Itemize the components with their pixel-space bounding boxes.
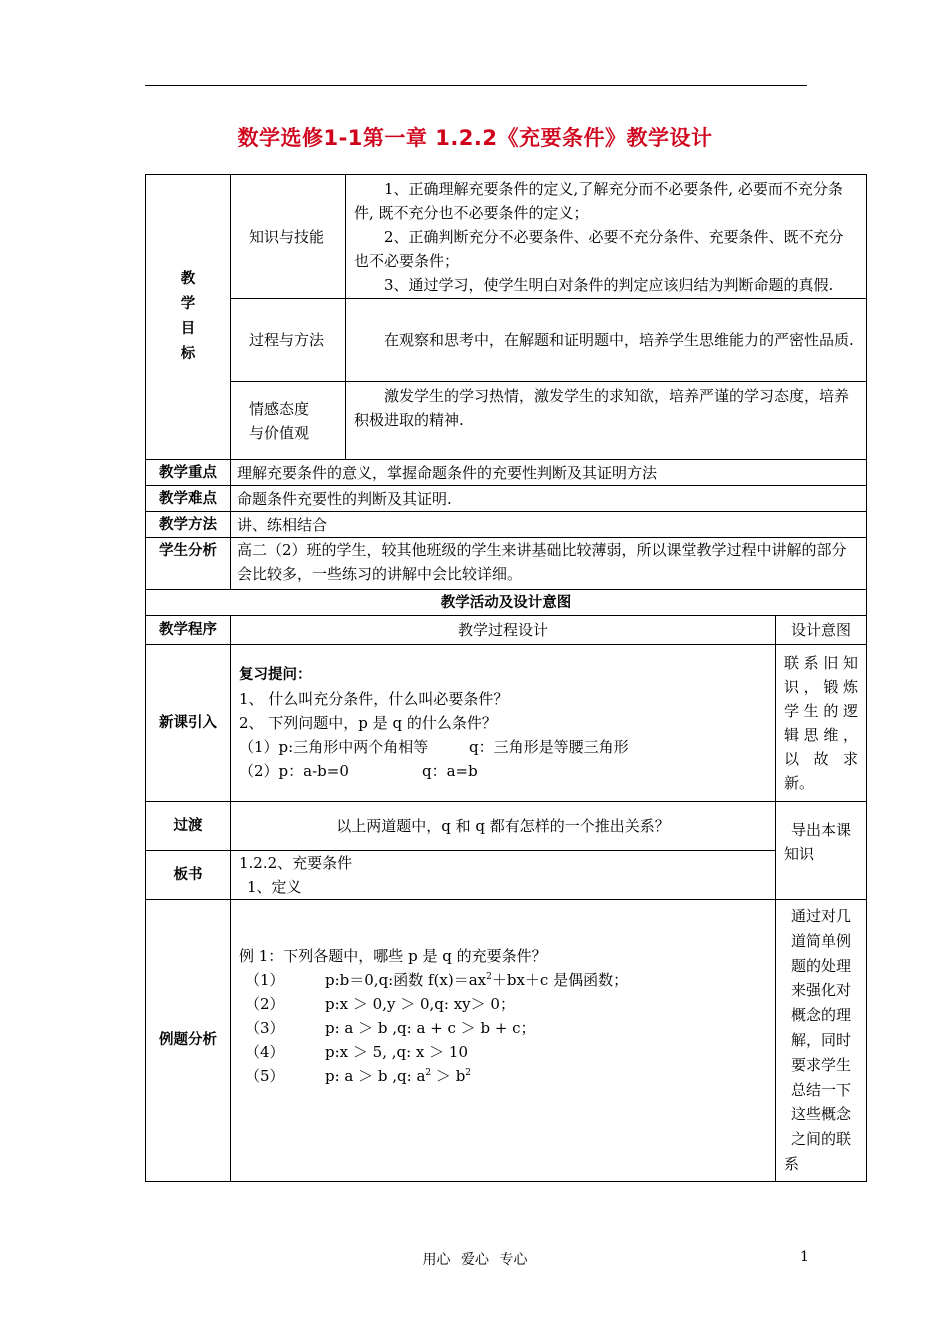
intro-content: 复习提问： 1、 什么叫充分条件，什么叫必要条件？ 2、 下列问题中，p 是 q 的什么条件？ （1）p:三角形中两个角相等 q：三角形是等腰三角形 （2）p：a-b=0 q：a=b: [231, 645, 776, 802]
key-point-label: 教学重点: [146, 460, 231, 486]
procedure-col-label: 教学程序: [146, 616, 231, 645]
page-number: 1: [800, 1249, 809, 1265]
example-item: （1） p:b＝0,q:函数 $f(x)=ax^2+bx+c$ 是偶函数；: [245, 971, 629, 989]
process-content: 在观察和思考中，在解题和证明题中，培养学生思维能力的严密性品质.: [346, 299, 867, 382]
intro-intent: 联系旧知识，锻炼学生的逻辑思维，以故求新。: [776, 645, 867, 802]
difficulty-text: 命题条件充要性的判断及其证明.: [231, 486, 867, 512]
key-point-text: 理解充要条件的意义，掌握命题条件的充要性判断及其证明方法: [231, 460, 867, 486]
activity-header: 教学活动及设计意图: [146, 590, 867, 616]
knowledge-label: 知识与技能: [231, 175, 346, 299]
examples-intent: 通过对几道简单例题的处理来强化对概念的理解，同时要求学生总结一下这些概念之间的联系: [776, 900, 867, 1182]
emotion-content: 激发学生的学习热情，激发学生的求知欲，培养严谨的学习态度，培养积极进取的精神.: [346, 382, 867, 460]
example-item: （2） p:x ＞ 0,y ＞ 0,q: xy＞ 0；: [245, 995, 515, 1013]
examples-content: 例 1：下列各题中，哪些 p 是 q 的充要条件？ （1） p:b＝0,q:函数 $f(x)=ax^2+bx+c$ 是偶函数； （2） p:x ＞ 0,y ＞ 0,q: xy＞ 0； （3） p: a ＞ b ,q: a + c ＞ b + c； （4） p:x ＞ 5, ,q: x ＞ 10 （5） p: a ＞ b ,q: $a^2 > b^2$: [231, 900, 776, 1182]
student-analysis-label: 学生分析: [146, 538, 231, 590]
difficulty-label: 教学难点: [146, 486, 231, 512]
board-label: 板书: [146, 851, 231, 900]
method-text: 讲、练相结合: [231, 512, 867, 538]
intent-col-label: 设计意图: [776, 616, 867, 645]
page-title: 数学选修1-1第一章 1.2.2《充要条件》教学设计: [237, 126, 713, 150]
board-content: 1.2.2、充要条件 1、定义: [231, 851, 776, 900]
objectives-label: 教 学 目 标: [146, 175, 231, 460]
method-label: 教学方法: [146, 512, 231, 538]
lesson-plan-table: [145, 174, 867, 1182]
knowledge-content: 1、正确理解充要条件的定义,了解充分而不必要条件, 必要而不充分条件, 既不充分也不必要条件的定义； 2、正确判断充分不必要条件、必要不充分条件、充要条件、既不充分也不必要条件； 3、通过学习，使学生明白对条件的判定应该归结为判断命题的真假.: [346, 175, 867, 299]
process-design-col-label: 教学过程设计: [231, 616, 776, 645]
intro-label: 新课引入: [146, 645, 231, 802]
board-intent: 导出本课知识: [776, 802, 867, 900]
example-item: （5） p: a ＞ b ,q: $a^2 > b^2$: [245, 1067, 472, 1085]
examples-label: 例题分析: [146, 900, 231, 1182]
transition-label: 过渡: [146, 802, 231, 851]
header-rule: [145, 85, 807, 86]
example-item: （3） p: a ＞ b ,q: a + c ＞ b + c；: [245, 1019, 536, 1037]
emotion-label: 情感态度 与价值观: [231, 382, 346, 460]
student-analysis-text: 高二（2）班的学生，较其他班级的学生来讲基础比较薄弱，所以课堂教学过程中讲解的部分会比较多，一些练习的讲解中会比较详细。: [231, 538, 867, 590]
example-item: （4） p:x ＞ 5, ,q: x ＞ 10: [245, 1043, 469, 1061]
process-label: 过程与方法: [231, 299, 346, 382]
footer-motto: 用心 爱心 专心: [422, 1252, 528, 1268]
transition-text: 以上两道题中，q 和 q 都有怎样的一个推出关系？: [231, 802, 776, 851]
